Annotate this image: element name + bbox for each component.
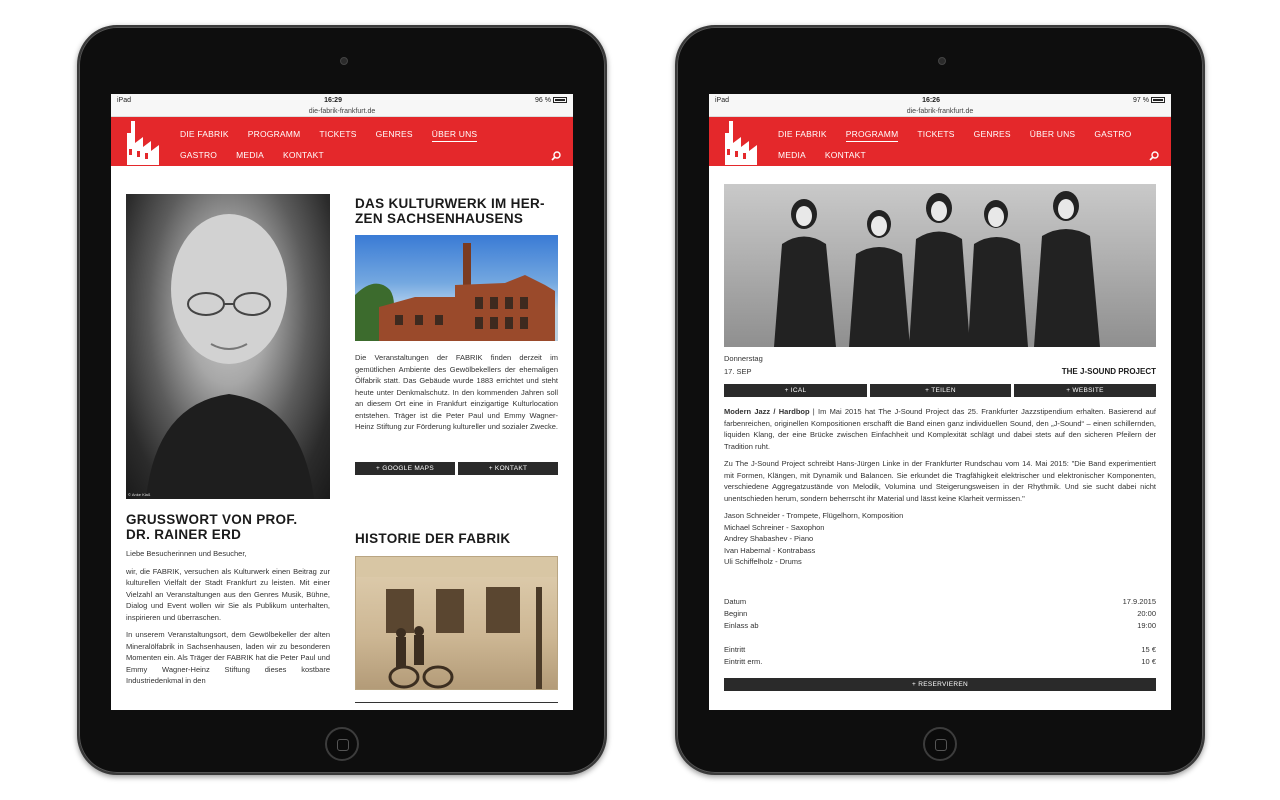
battery-icon	[553, 97, 567, 103]
photo-credit: © Anke Klaß	[128, 492, 151, 497]
nav-genres[interactable]: GENRES	[973, 129, 1011, 139]
ical-button[interactable]: + ICAL	[724, 384, 867, 397]
greeting-salutation: Liebe Besucherinnen und Besucher,	[126, 549, 247, 558]
detail-row-start: Beginn 20:00	[724, 609, 1156, 618]
nav-row-2	[778, 150, 866, 162]
band-photo	[724, 184, 1156, 347]
nav-genres[interactable]: GENRES	[375, 129, 413, 139]
status-bar	[709, 94, 1171, 107]
clock: 16:26	[922, 97, 940, 104]
nav-kontakt[interactable]: KONTAKT	[824, 150, 866, 160]
nav-media[interactable]: MEDIA	[236, 150, 265, 160]
ipad-left	[77, 25, 607, 775]
screen-right	[709, 94, 1171, 710]
event-genre: Modern Jazz / Hardbop	[724, 407, 810, 416]
kulturwerk-title: DAS KULTURWERK IM HER- ZEN SACHSENHAUSENS	[355, 196, 545, 226]
home-button[interactable]	[325, 727, 359, 761]
greeting-section	[126, 512, 330, 687]
search-icon[interactable]	[551, 151, 561, 161]
website-button[interactable]: + WEBSITE	[1014, 384, 1156, 397]
share-button[interactable]: + TEILEN	[870, 384, 1011, 397]
main-nav	[709, 117, 1171, 166]
nav-die-fabrik[interactable]: DIE FABRIK	[180, 129, 229, 139]
event-details	[724, 596, 1156, 668]
factory-photo	[355, 235, 558, 341]
main-nav	[111, 117, 573, 166]
event-paragraph-2: Zu The J-Sound Project schreibt Hans-Jürgen Linke in der Frankfurter Rundschau vom 14. Mai 2015: "Die Band experimentiert mit Formen, Klängen, mit Dynamik und Balancen. Sie erkundet die Tragfähigkeit elektrischer und elektronischer Komponenten, verschiedene Aggregatzustände von Melodik, Volumina und Steigerungsweisen in der Rhythmik. Und sie sucht dabei nicht unentschieden herum, sondern beherrscht ihr Material und lässt keine Klarheit vermissen."	[724, 459, 1156, 503]
battery-status: 96 %	[535, 97, 567, 104]
camera-dot	[938, 57, 946, 65]
url-bar[interactable]: die-fabrik-frankfurt.de	[111, 107, 573, 117]
reserve-button[interactable]: + RESERVIEREN	[724, 678, 1156, 691]
portrait-figure	[126, 194, 330, 499]
home-button[interactable]	[923, 727, 957, 761]
historic-illustration	[356, 557, 558, 690]
lineup-item: Uli Schiffelholz - Drums	[724, 557, 802, 566]
event-paragraph-1: Modern Jazz / Hardbop | Im Mai 2015 hat The J-Sound Project das 25. Frankfurter Jazzstipendium erhalten. Basierend auf farbenreichen, originellen Kompositionen erschafft die Band einen ganz individuellen Sound, den „J-Sound“ – einen schillernden, liquiden Klang, der eine Brücke zwischen Einfachheit und Komplexität schlägt und dabei stets auf den sicheren Pfeilern der Tradition ruht.	[724, 407, 1156, 451]
lineup-item: Jason Schneider - Trompete, Flügelhorn, Komposition	[724, 511, 904, 520]
ipad-right	[675, 25, 1205, 775]
event-title: THE J-SOUND PROJECT	[1061, 367, 1156, 376]
portrait-photo	[126, 194, 330, 499]
kulturwerk-text: Die Veranstaltungen der FABRIK finden derzeit im gemütlichen Ambiente des Gewölbekellers der ehemaligen Ölfabrik statt. Das Gebäude wurde 1883 errichtet und steht heute unter Denkmalschutz. In den kommenden Jahren soll an diesem Ort eine in Frankfurt einzigartige Kulturlocation entstehen. Träger ist die Peter Paul und Emmy Wagner-Heinz Stiftung zur Förderung kultureller und sozialer Zwecke.	[355, 353, 559, 431]
nav-gastro[interactable]: GASTRO	[180, 150, 218, 160]
nav-kontakt[interactable]: KONTAKT	[283, 150, 324, 160]
greeting-title: GRUSSWORT VON PROF. DR. RAINER ERD	[126, 512, 298, 542]
nav-die-fabrik[interactable]: DIE FABRIK	[778, 129, 827, 139]
battery-status: 97 %	[1133, 97, 1165, 104]
lineup-item: Andrey Shabashev - Piano	[724, 534, 814, 543]
price-row-regular: Eintritt 15 €	[724, 645, 1156, 654]
contact-button[interactable]: + KONTAKT	[458, 462, 558, 475]
detail-row-entry: Einlass ab 19:00	[724, 621, 1156, 630]
price-row-reduced: Eintritt erm. 10 €	[724, 657, 1156, 666]
screen-left	[111, 94, 573, 710]
nav-tickets[interactable]: TICKETS	[319, 129, 357, 139]
nav-row-2	[180, 150, 324, 162]
carrier-label: iPad	[117, 97, 132, 104]
lineup-list	[724, 510, 1156, 568]
fabrik-logo[interactable]	[723, 119, 767, 165]
nav-programm[interactable]: PROGRAMM	[247, 129, 301, 139]
historie-title: HISTORIE DER FABRIK	[355, 531, 511, 546]
greeting-paragraph-1: wir, die FABRIK, versuchen als Kulturwerk einen Beitrag zur kulturellen Vielfalt der Stadt Frankfurt zu leisten. Mit einer Vielzahl an Veranstaltungen aus den Genres Musik, Bühne, Dialog und Event wollen wir Sie als Publikum unterhalten, inspirieren und überraschen.	[126, 566, 330, 622]
nav-programm[interactable]: PROGRAMM	[846, 129, 899, 142]
lineup-item: Ivan Habernal - Kontrabass	[724, 545, 816, 555]
nav-ueber-uns[interactable]: ÜBER UNS	[1029, 129, 1076, 139]
section-divider	[355, 702, 558, 703]
nav-media[interactable]: MEDIA	[778, 150, 806, 160]
battery-icon	[1151, 97, 1165, 103]
fabrik-logo[interactable]	[125, 119, 169, 165]
factory-illustration	[355, 235, 558, 341]
camera-dot	[340, 57, 348, 65]
detail-row-date: Datum 17.9.2015	[724, 597, 1156, 606]
event-description	[724, 406, 1156, 568]
nav-gastro[interactable]: GASTRO	[1094, 129, 1132, 139]
event-weekday: Donnerstag	[724, 354, 763, 363]
historic-photo	[355, 556, 558, 690]
nav-ueber-uns[interactable]: ÜBER UNS	[432, 129, 478, 142]
band-illustration	[724, 184, 1156, 347]
carrier-label: iPad	[715, 97, 730, 104]
nav-row-1	[180, 129, 477, 142]
lineup-item: Michael Schreiner - Saxophon	[724, 522, 825, 532]
search-icon[interactable]	[1149, 151, 1159, 161]
google-maps-button[interactable]: + GOOGLE MAPS	[355, 462, 455, 475]
status-bar	[111, 94, 573, 107]
nav-row-1	[778, 129, 1131, 142]
event-date: 17. SEP	[724, 367, 752, 376]
clock: 16:29	[324, 97, 342, 104]
url-bar[interactable]: die-fabrik-frankfurt.de	[709, 107, 1171, 117]
greeting-paragraph-2: In unserem Veranstaltungsort, dem Gewölbekeller der alten Mineralölfabrik in Sachsenhausen, laden wir zu besonderen Momenten ein. Als Träger der FABRIK hat die Peter Paul und Emmy Wagner-Heinz Stiftung dieses kostbare Industriedenkmal in den	[126, 630, 330, 685]
nav-tickets[interactable]: TICKETS	[917, 129, 955, 139]
